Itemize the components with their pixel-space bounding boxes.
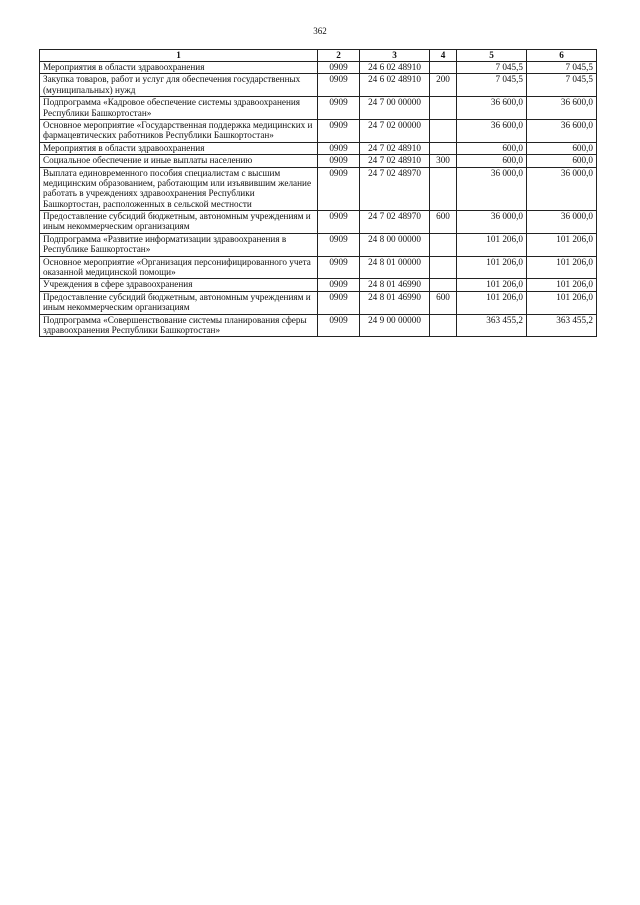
row-amount-col5: 101 206,0 (457, 233, 527, 256)
row-name: Предоставление субсидий бюджетным, автономным учреждениям и иным некоммерческим организациям (40, 291, 318, 314)
row-code: 24 8 00 00000 (360, 233, 430, 256)
row-name: Подпрограмма «Развитие информатизации здравоохранения в Республике Башкортостан» (40, 233, 318, 256)
row-name: Мероприятия в области здравоохранения (40, 62, 318, 74)
row-type (430, 314, 457, 337)
table-row (40, 233, 597, 256)
row-type (430, 119, 457, 142)
row-amount-col6: 600,0 (527, 155, 597, 167)
row-code: 24 7 02 48910 (360, 155, 430, 167)
header-col-1: 1 (40, 50, 318, 62)
row-code: 24 7 00 00000 (360, 97, 430, 120)
row-section: 0909 (318, 279, 360, 291)
row-code: 24 7 02 48970 (360, 167, 430, 211)
row-amount-col6: 600,0 (527, 142, 597, 154)
row-amount-col5: 7 045,5 (457, 62, 527, 74)
row-amount-col6: 101 206,0 (527, 279, 597, 291)
row-code: 24 7 02 00000 (360, 119, 430, 142)
row-amount-col6: 101 206,0 (527, 256, 597, 279)
row-name: Выплата единовременного пособия специалистам с высшим медицинским образованием, работающим или изъявившим желание работать в учреждениях здравоохранения Республики Башкортостан, расположенных в сельской местности (40, 167, 318, 211)
row-amount-col5: 600,0 (457, 142, 527, 154)
row-section: 0909 (318, 233, 360, 256)
row-amount-col5: 36 000,0 (457, 211, 527, 234)
table-row (40, 314, 597, 337)
row-section: 0909 (318, 74, 360, 97)
header-col-3: 3 (360, 50, 430, 62)
row-amount-col5: 363 455,2 (457, 314, 527, 337)
row-amount-col6: 36 600,0 (527, 119, 597, 142)
row-amount-col6: 7 045,5 (527, 74, 597, 97)
row-type: 200 (430, 74, 457, 97)
row-section: 0909 (318, 314, 360, 337)
budget-table (39, 49, 597, 337)
row-section: 0909 (318, 97, 360, 120)
header-col-5: 5 (457, 50, 527, 62)
page-number: 362 (313, 26, 327, 36)
row-code: 24 8 01 46990 (360, 279, 430, 291)
row-name: Основное мероприятие «Государственная поддержка медицинских и фармацевтических работников Республики Башкортостан» (40, 119, 318, 142)
row-type: 600 (430, 291, 457, 314)
table-row (40, 97, 597, 120)
row-type: 600 (430, 211, 457, 234)
table-row (40, 256, 597, 279)
row-name: Учреждения в сфере здравоохранения (40, 279, 318, 291)
row-name: Подпрограмма «Совершенствование системы планирования сферы здравоохранения Республики Башкортостан» (40, 314, 318, 337)
row-name: Предоставление субсидий бюджетным, автономным учреждениям и иным некоммерческим организациям (40, 211, 318, 234)
row-name: Социальное обеспечение и иные выплаты населению (40, 155, 318, 167)
row-amount-col6: 36 600,0 (527, 97, 597, 120)
table-row (40, 291, 597, 314)
row-name: Подпрограмма «Кадровое обеспечение системы здравоохранения Республики Башкортостан» (40, 97, 318, 120)
row-amount-col5: 101 206,0 (457, 256, 527, 279)
row-amount-col5: 101 206,0 (457, 279, 527, 291)
table-row (40, 155, 597, 167)
row-amount-col5: 36 600,0 (457, 119, 527, 142)
row-type: 300 (430, 155, 457, 167)
row-amount-col6: 363 455,2 (527, 314, 597, 337)
row-amount-col5: 7 045,5 (457, 74, 527, 97)
row-type (430, 62, 457, 74)
row-amount-col6: 36 000,0 (527, 167, 597, 211)
row-amount-col6: 7 045,5 (527, 62, 597, 74)
row-section: 0909 (318, 256, 360, 279)
row-amount-col5: 600,0 (457, 155, 527, 167)
row-type (430, 233, 457, 256)
row-type (430, 256, 457, 279)
table-row (40, 211, 597, 234)
header-col-4: 4 (430, 50, 457, 62)
row-name: Мероприятия в области здравоохранения (40, 142, 318, 154)
table-row (40, 142, 597, 154)
row-section: 0909 (318, 62, 360, 74)
row-type (430, 167, 457, 211)
row-section: 0909 (318, 167, 360, 211)
table-row (40, 74, 597, 97)
row-code: 24 6 02 48910 (360, 62, 430, 74)
row-section: 0909 (318, 119, 360, 142)
row-section: 0909 (318, 155, 360, 167)
row-code: 24 8 01 00000 (360, 256, 430, 279)
row-section: 0909 (318, 291, 360, 314)
row-amount-col6: 101 206,0 (527, 233, 597, 256)
table-row (40, 62, 597, 74)
row-code: 24 8 01 46990 (360, 291, 430, 314)
row-amount-col6: 101 206,0 (527, 291, 597, 314)
table-row (40, 279, 597, 291)
header-col-6: 6 (527, 50, 597, 62)
row-amount-col5: 36 000,0 (457, 167, 527, 211)
row-code: 24 7 02 48970 (360, 211, 430, 234)
row-amount-col5: 36 600,0 (457, 97, 527, 120)
table-row (40, 167, 597, 211)
table-header-row (40, 50, 597, 62)
row-type (430, 97, 457, 120)
row-type (430, 279, 457, 291)
table-row (40, 119, 597, 142)
row-code: 24 6 02 48910 (360, 74, 430, 97)
row-type (430, 142, 457, 154)
header-col-2: 2 (318, 50, 360, 62)
row-section: 0909 (318, 211, 360, 234)
row-section: 0909 (318, 142, 360, 154)
row-name: Основное мероприятие «Организация персонифицированного учета оказанной медицинской помощи» (40, 256, 318, 279)
row-amount-col5: 101 206,0 (457, 291, 527, 314)
row-amount-col6: 36 000,0 (527, 211, 597, 234)
row-code: 24 9 00 00000 (360, 314, 430, 337)
row-name: Закупка товаров, работ и услуг для обеспечения государственных (муниципальных) нужд (40, 74, 318, 97)
row-code: 24 7 02 48910 (360, 142, 430, 154)
